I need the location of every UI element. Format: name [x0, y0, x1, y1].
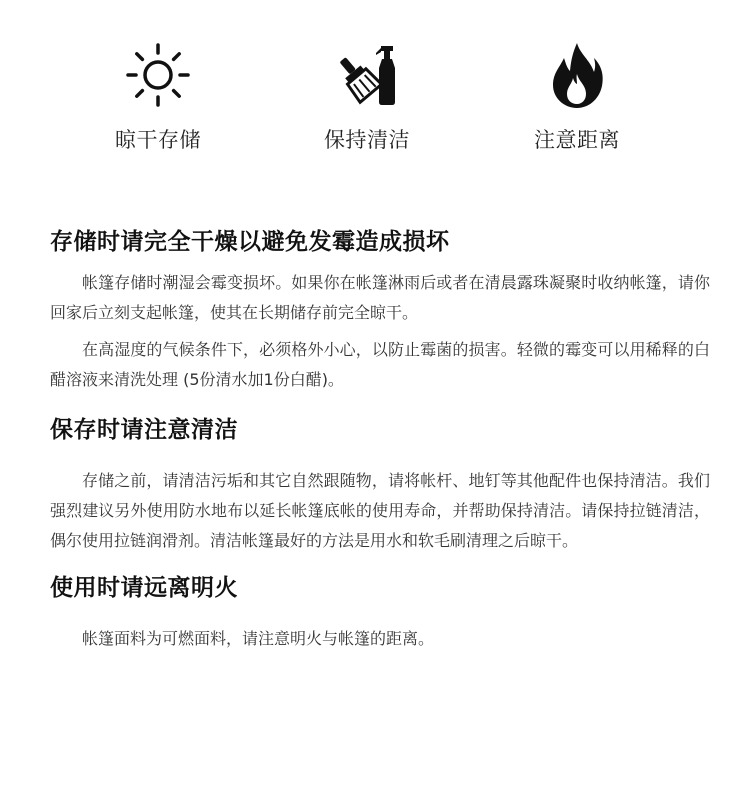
cleaning-brush-spray-icon [332, 40, 402, 110]
feature-label: 保持清洁 [324, 128, 410, 152]
feature-dry-storage [58, 40, 258, 154]
feature-label: 晾干存储 [115, 128, 201, 152]
section-dry-storage [50, 222, 710, 395]
section-keep-clean [50, 410, 710, 556]
feature-icons-row [0, 40, 750, 170]
fire-icon [542, 40, 612, 110]
feature-keep-clean [267, 40, 467, 154]
feature-keep-distance [477, 40, 677, 154]
section-title: 存储时请完全干燥以避免发霉造成损坏 [50, 229, 450, 255]
feature-label: 注意距离 [534, 128, 620, 152]
section-paragraph: 在高湿度的气候条件下，必须格外小心，以防止霉菌的损害。轻微的霉变可以用稀释的白醋溶液来清洗处理 (5份清水加1份白醋)。 [50, 340, 710, 389]
section-paragraph: 帐篷面料为可燃面料，请注意明火与帐篷的距离。 [82, 629, 435, 648]
sun-icon [123, 40, 193, 110]
section-title: 使用时请远离明火 [50, 575, 238, 601]
care-instructions [50, 222, 710, 654]
section-paragraph: 帐篷存储时潮湿会霉变损坏。如果你在帐篷淋雨后或者在清晨露珠凝聚时收纳帐篷，请你回家后立刻支起帐篷，使其在长期储存前完全晾干。 [50, 273, 710, 322]
section-paragraph: 存储之前，请清洁污垢和其它自然跟随物，请将帐杆、地钉等其他配件也保持清洁。我们强烈建议另外使用防水地布以延长帐篷底帐的使用寿命，并帮助保持清洁。请保持拉链清洁，偶尔使用拉链润滑剂。清洁帐篷最好的方法是用水和软毛刷清理之后晾干。 [50, 471, 710, 550]
section-title: 保存时请注意清洁 [50, 417, 238, 443]
section-fire-safety [50, 568, 710, 654]
